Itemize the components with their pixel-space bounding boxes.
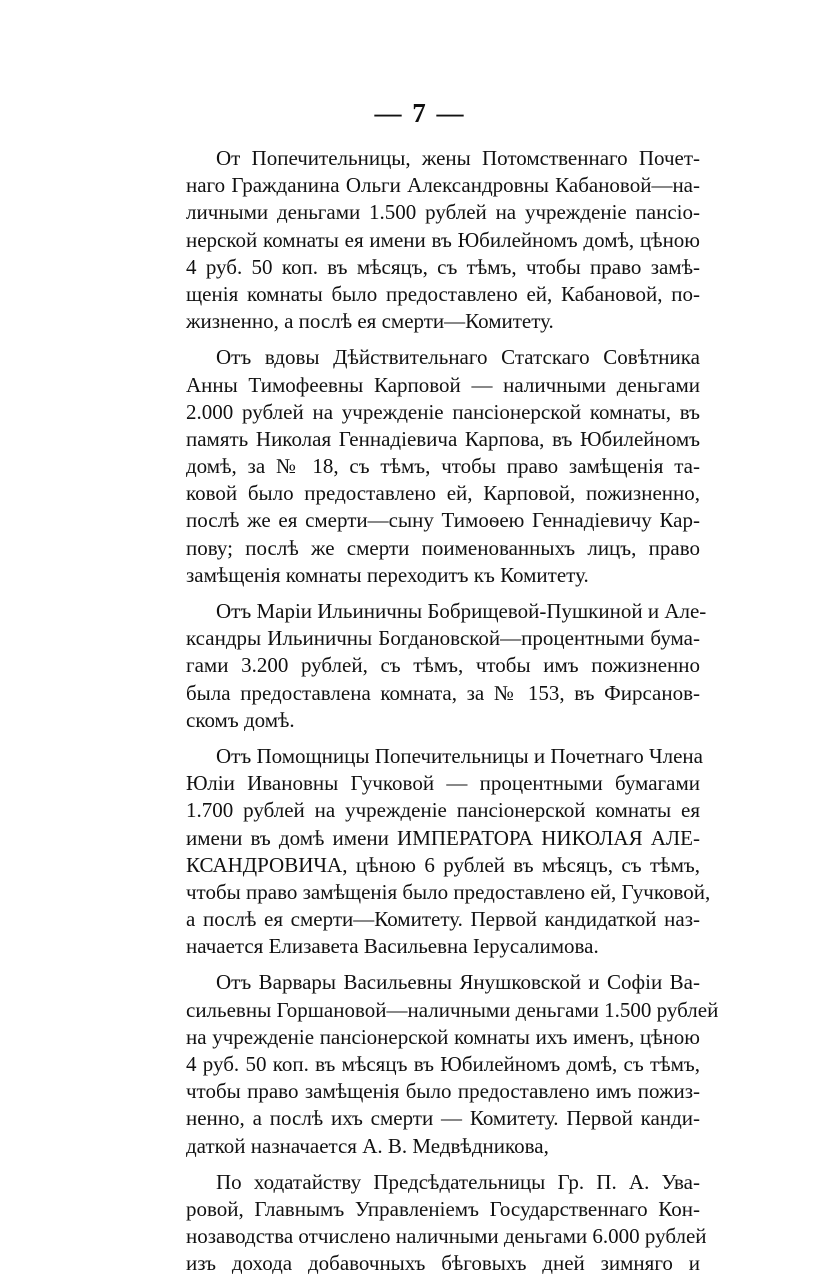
text-line: пову; послѣ же смерти поименованныхъ лицъ, право [186,535,700,560]
text-line: 4 руб. 50 коп. въ мѣсяцъ въ Юбилейномъ домѣ, съ тѣмъ, [186,1052,700,1076]
text-line: Отъ Варвары Васильевны Янушковской и Софіи Ва- [216,970,700,995]
text-line: изъ дохода добавочныхъ бѣговыхъ дней зимняго и [186,1251,700,1276]
text-line: чтобы право замѣщенія было предоставлено ей, Гучковой, [186,879,711,904]
text-line: щенія комнаты было предоставлено ей, Кабановой, по- [186,281,700,306]
text-line: скомъ домѣ. [186,707,295,732]
text-line: имени въ домѣ имени ИМПЕРАТОРА НИКОЛАЯ АЛЕ- [186,825,700,850]
text-line: Отъ Маріи Ильиничны Бобрищевой-Пушкиной и Але- [216,599,707,623]
text-line: даткой назначается А. В. Медвѣдникова, [186,1133,549,1158]
text-line: жизненно, а послѣ ея смерти—Комитету. [186,309,554,334]
body-text [186,145,719,1287]
text-line: 1.700 рублей на учрежденіе пансіонерской комнаты ея [186,798,700,823]
text-line: Отъ Помощницы Попечительницы и Почетнаго Члена [216,743,703,768]
text-line: 4 руб. 50 коп. въ мѣсяцъ, съ тѣмъ, чтобы право замѣ- [186,254,700,279]
paragraph-uvarova [186,1169,707,1278]
text-line: замѣщенія комнаты переходитъ къ Комитету. [186,562,589,587]
text-line: начается Елизавета Васильевна Іерусалимова. [186,934,599,959]
text-line: чтобы право замѣщенія было предоставлено имъ пожиз- [186,1079,700,1104]
paragraph-guchkova [186,743,711,961]
text-line: По ходатайству Предсѣдательницы Гр. П. А. Ува- [216,1169,700,1194]
paragraph-karpova [186,344,700,589]
paragraph-kabanova [186,145,700,335]
text-line: домѣ, за № 18, съ тѣмъ, чтобы право замѣщенія та- [186,454,700,479]
text-line: нерской комнаты ея имени въ Юбилейномъ домѣ, цѣною [186,227,700,252]
text-line: ковой было предоставлено ей, Карповой, пожизненно, [186,481,700,506]
text-line: личными деньгами 1.500 рублей на учрежденіе пансіо- [186,200,700,225]
text-line: 2.000 рублей на учрежденіе пансіонерской комнаты, въ [186,399,700,424]
text-line: ненно, а послѣ ихъ смерти — Комитету. Первой канди- [186,1106,700,1131]
text-line: ксандры Ильиничны Богдановской—процентными бума- [186,626,700,651]
text-line: послѣ же ея смерти—сыну Тимоѳею Геннадіевичу Кар- [186,508,700,533]
text-line: была предоставлена комната, за № 153, въ Фирсанов- [186,680,700,705]
text-line: Юліи Ивановны Гучковой — процентными бумагами [186,771,700,796]
text-line: КСАНДРОВИЧА, цѣною 6 рублей въ мѣсяцъ, съ тѣмъ, [186,852,700,877]
text-line: память Николая Геннадіевича Карпова, въ Юбилейномъ [186,426,700,451]
text-line: Отъ вдовы Дѣйствительнаго Статскаго Совѣтника [216,345,700,370]
text-line: на учрежденіе пансіонерской комнаты ихъ именъ, цѣною [186,1024,700,1049]
text-line: а послѣ ея смерти—Комитету. Первой кандидаткой наз- [186,907,700,932]
text-line: Анны Тимофеевны Карповой — наличными деньгами [186,372,700,397]
text-line: ровой, Главнымъ Управленіемъ Государственнаго Кон- [186,1196,700,1221]
text-line: наго Гражданина Ольги Александровны Кабановой—на- [186,173,700,198]
paragraph-yanushkovskaya [186,969,719,1159]
text-line: сильевны Горшановой—наличными деньгами 1.500 рублей [186,997,719,1022]
text-line: гами 3.200 рублей, съ тѣмъ, чтобы имъ пожизненно [186,653,700,678]
text-line: От Попечительницы, жены Потомственнаго Почет- [216,146,700,170]
text-line: нозаводства отчислено наличными деньгами 6.000 рублей [186,1224,707,1249]
page-number: — 7 — [374,98,466,128]
paragraph-bobrishcheva [186,598,707,734]
